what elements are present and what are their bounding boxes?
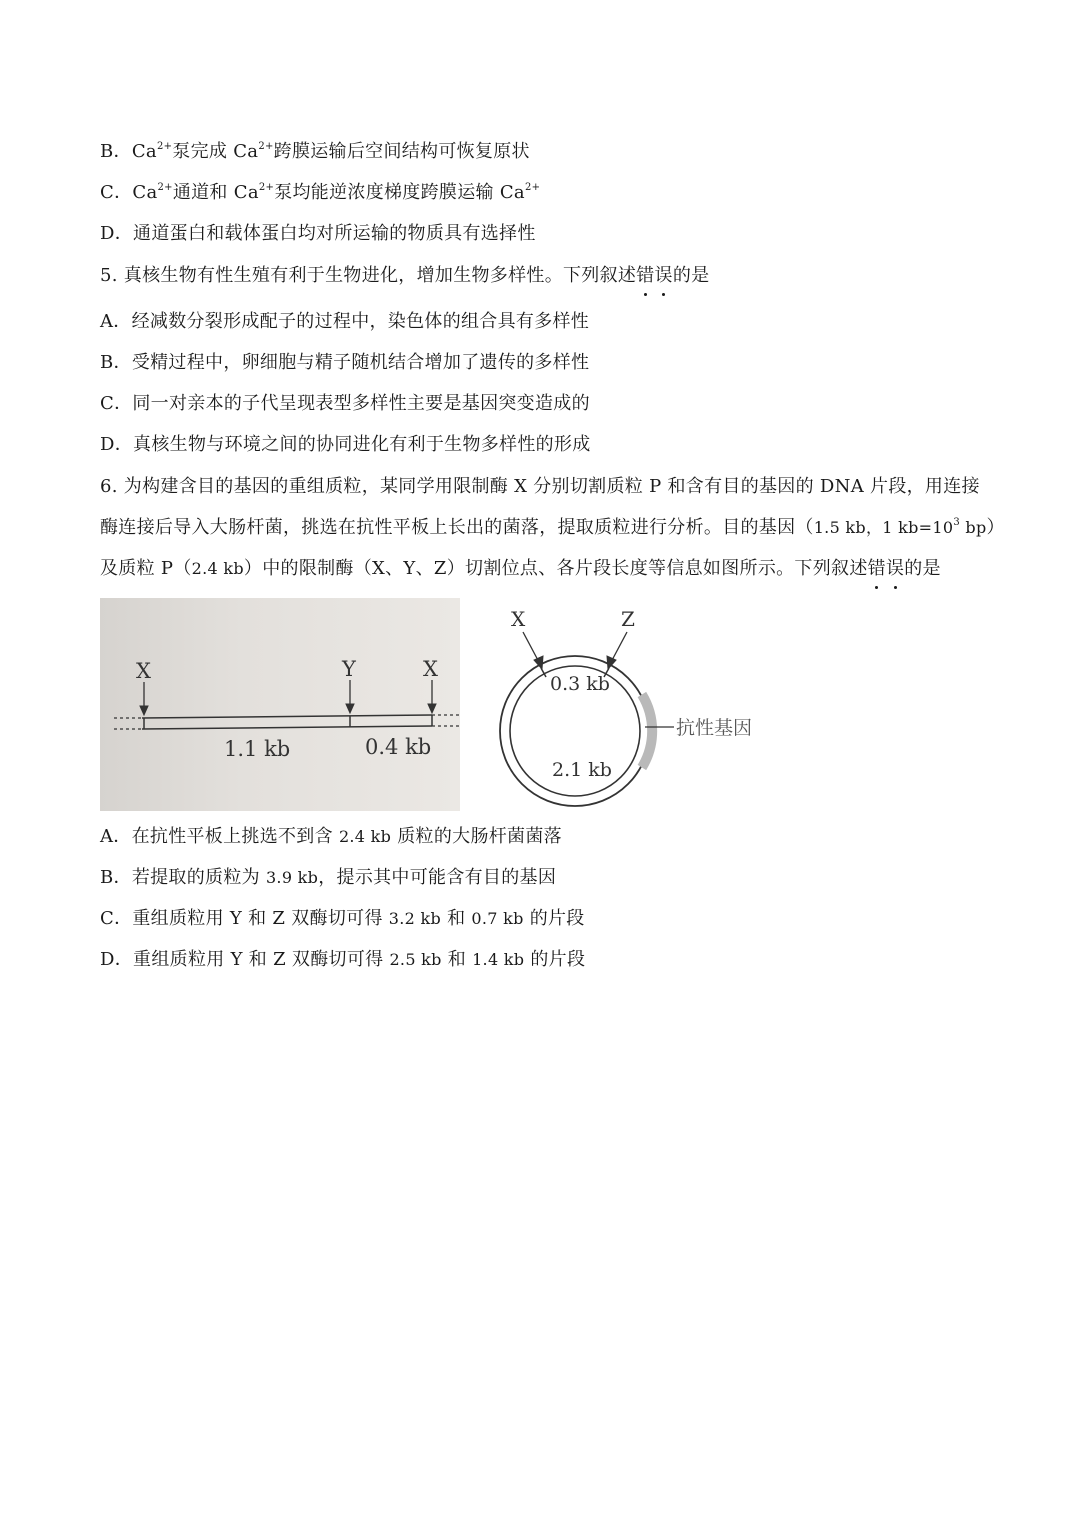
q5-stem	[100, 264, 709, 288]
segment-label-bottom: 2.1 kb	[552, 759, 612, 781]
emphasis-char: 误	[654, 265, 673, 286]
stem-text: 6. 为构建含目的基因的重组质粒，某同学用限制酶 X 分别切割质粒 P 和含有目的基因的 DNA 片段，用连接	[100, 476, 980, 497]
emphasis-char: 错	[636, 265, 655, 286]
option-label: D．	[100, 949, 134, 970]
option-text: 重组质粒用 Y 和 Z 双酶切可得	[132, 908, 389, 929]
stem-text: 及质粒 P（	[100, 558, 192, 579]
emphasis-char: 错	[867, 558, 886, 579]
option-text: 重组质粒用 Y 和 Z 双酶切可得	[133, 949, 390, 970]
option-value: 3.9 kb	[265, 868, 319, 887]
stem-text: bp	[960, 518, 987, 537]
option-value: 2.4 kb	[338, 827, 392, 846]
option-text: 和	[441, 949, 473, 970]
stem-text: 酶连接后导入大肠杆菌，挑选在抗性平板上长出的菌落，提取质粒进行分析。目的基因（	[100, 517, 814, 538]
text-part: 泵完成 Ca	[172, 141, 259, 162]
text-part: 泵均能逆浓度梯度跨膜运输 Ca	[274, 182, 525, 203]
site-label-x-left: X	[136, 659, 151, 683]
option-label: A．	[100, 311, 132, 332]
option-text: ，提示其中可能含有目的基因	[318, 867, 557, 888]
q5-option-d	[100, 433, 591, 457]
stem-text: 1.5 kb，1 kb=10	[813, 518, 954, 537]
q6-stem-line-3	[100, 557, 941, 581]
stem-text: 的是	[904, 558, 941, 579]
option-label: B．	[100, 141, 132, 162]
option-label: B．	[100, 867, 132, 888]
stem-text: 的是	[672, 265, 710, 286]
option-label: D．	[100, 223, 134, 244]
superscript: 2+	[524, 182, 541, 193]
resistance-gene-label: 抗性基因	[676, 717, 753, 739]
option-label: C．	[100, 393, 133, 414]
q6-figure	[100, 598, 800, 813]
option-label: B．	[100, 352, 132, 373]
stem-text: ）中的限制酶（X、Y、Z）切割位点、各片段长度等信息如图所示。下列叙述	[243, 558, 868, 579]
segment-label-top: 0.3 kb	[550, 673, 610, 695]
site-label-y: Y	[342, 657, 356, 681]
option-text: 若提取的质粒为	[131, 867, 266, 888]
q4-option-d	[100, 222, 536, 246]
site-label-x: X	[511, 607, 526, 631]
option-text: 在抗性平板上挑选不到含	[131, 826, 339, 847]
linear-dna-fragment	[114, 680, 460, 729]
q6-option-a	[100, 825, 562, 849]
q4-option-c	[100, 181, 540, 205]
q6-option-c	[100, 907, 585, 931]
superscript: 2+	[156, 141, 173, 152]
option-text: 经减数分裂形成配子的过程中，染色体的组合具有多样性	[131, 311, 590, 332]
option-label: C．	[100, 908, 133, 929]
plasmid-diagram	[100, 598, 800, 813]
text-part: 通道和 Ca	[172, 182, 259, 203]
superscript: 2+	[157, 182, 173, 193]
q6-option-b	[100, 866, 556, 890]
segment-label-1: 1.1 kb	[224, 737, 291, 761]
text-part: 跨膜运输后空间结构可恢复原状	[273, 141, 530, 162]
option-label: C．	[100, 182, 133, 203]
q6-stem-line-2	[100, 516, 1005, 540]
q5-option-b	[100, 351, 589, 375]
q5-option-c	[100, 392, 590, 416]
superscript: 3	[953, 517, 961, 528]
option-value: 2.5 kb	[389, 950, 442, 969]
stem-text: 2.4 kb	[191, 559, 244, 578]
option-text: 通道蛋白和载体蛋白均对所运输的物质具有选择性	[133, 223, 536, 244]
segment-label-2: 0.4 kb	[365, 735, 432, 759]
superscript: 2+	[258, 141, 274, 152]
q5-option-a	[100, 310, 589, 334]
stem-text: ）	[986, 517, 1005, 538]
site-label-x-right: X	[423, 657, 438, 681]
text-part: Ca	[131, 141, 157, 162]
emphasis-char: 误	[885, 558, 905, 579]
site-label-z: Z	[621, 607, 635, 631]
option-value: 3.2 kb	[388, 909, 442, 928]
option-text: 的片段	[524, 949, 586, 970]
option-text: 和	[441, 908, 472, 929]
q6-option-d	[100, 948, 585, 972]
option-text: 的片段	[523, 908, 585, 929]
superscript: 2+	[258, 182, 275, 193]
option-text: 同一对亲本的子代呈现表型多样性主要是基因突变造成的	[132, 393, 590, 414]
q4-option-b	[100, 140, 530, 164]
option-text: 受精过程中，卵细胞与精子随机结合增加了遗传的多样性	[131, 352, 590, 373]
option-value: 1.4 kb	[472, 950, 525, 969]
q6-stem-line-1	[100, 475, 980, 499]
option-text: 质粒的大肠杆菌菌落	[391, 826, 562, 847]
option-label: D．	[100, 434, 134, 455]
option-label: A．	[100, 826, 132, 847]
text-part: Ca	[132, 182, 158, 203]
stem-text: 5. 真核生物有性生殖有利于生物进化，增加生物多样性。下列叙述	[100, 265, 637, 286]
option-value: 0.7 kb	[471, 909, 524, 928]
option-text: 真核生物与环境之间的协同进化有利于生物多样性的形成	[133, 434, 591, 455]
